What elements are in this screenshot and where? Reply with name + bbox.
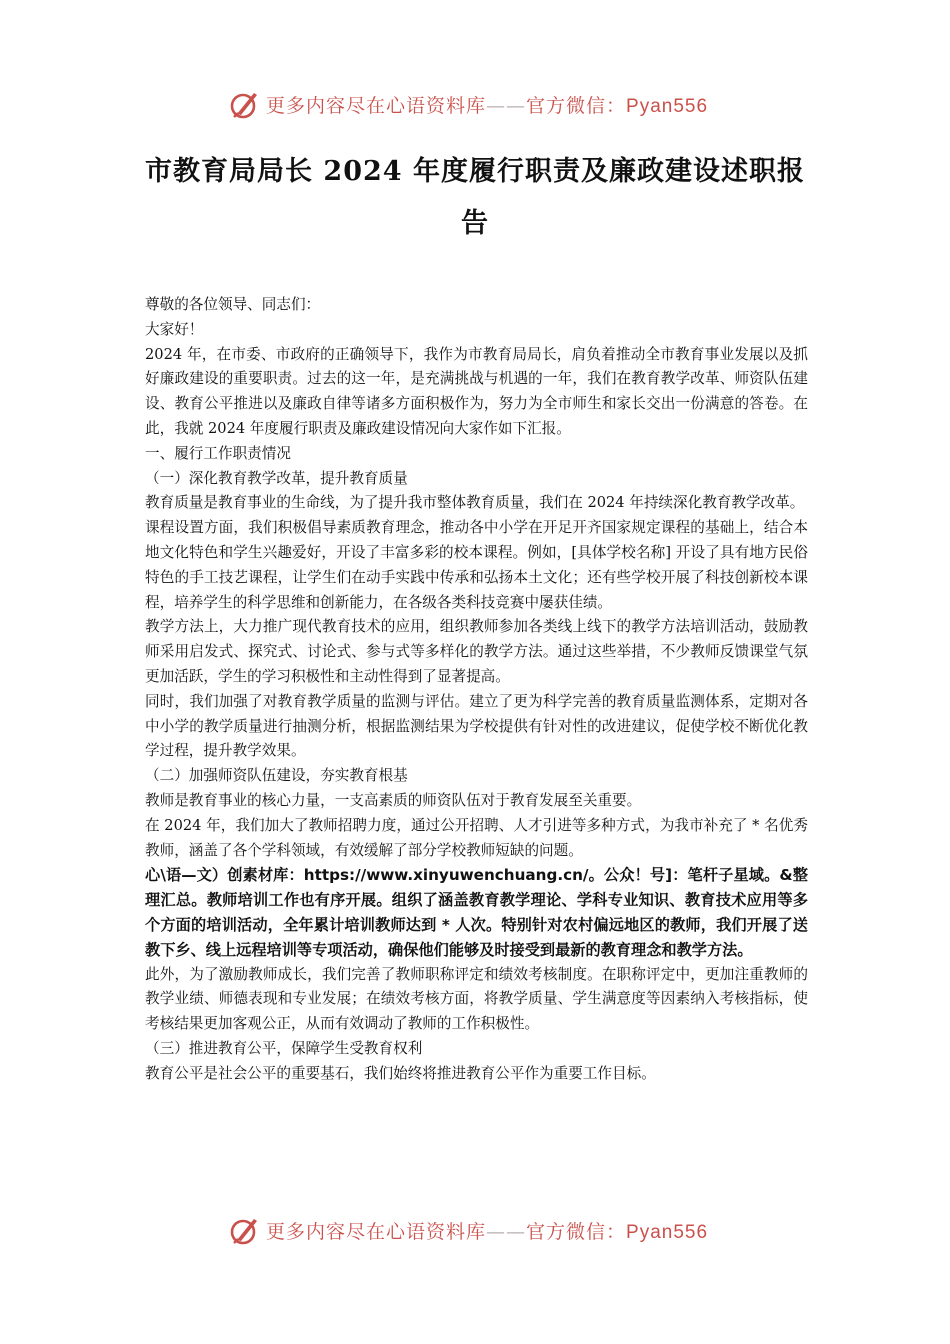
paragraph: 教师是教育事业的核心力量，一支高素质的师资队伍对于教育发展至关重要。 xyxy=(145,791,642,809)
watermark-main: 更多内容尽在心语资料库 xyxy=(266,94,487,117)
subsection-heading: （一）深化教育教学改革，提升教育质量 xyxy=(145,469,408,487)
watermark-dash: —— xyxy=(486,1220,527,1243)
intro-paragraph: 2024 年，在市委、市政府的正确领导下，我作为市教育局局长，肩负着推动全市教育事业发展以及抓好廉政建设的重要职责。过去的这一年，是充满挑战与机遇的一年，我们在教育教学改革、师资队伍建设、教育公平推进以及廉政自律等诸多方面积极作为，努力为全市师生和家长交出一份满意的答卷。在此，我就 2024 年度履行职责及廉政建设情况向大家作如下汇报。 xyxy=(145,345,808,437)
document-body xyxy=(145,293,808,1087)
promo-paragraph: 心\语—文）创素材库：https://www.xinyuwenchuang.cn/。公众！号]：笔杆子星域。&整理汇总。教师培训工作也有序开展。组织了涵盖教育教学理论、学科专业知识、教育技术应用等多个方面的培训活动，全年累计培训教师达到 * 人次。特别针对农村偏远地区的教师，我们开展了送教下乡、线上远程培训等专项活动，确保他们能够及时接受到最新的教育理念和教学方法。 xyxy=(145,866,808,959)
watermark-id: Pyan556 xyxy=(626,1221,709,1243)
watermark-main: 更多内容尽在心语资料库 xyxy=(266,1220,487,1243)
watermark-id: Pyan556 xyxy=(626,95,709,117)
quill-logo-icon xyxy=(228,87,262,121)
greeting: 大家好！ xyxy=(145,320,204,338)
subsection-heading: （三）推进教育公平，保障学生受教育权利 xyxy=(145,1039,423,1057)
paragraph: 此外，为了激励教师成长，我们完善了教师职称评定和绩效考核制度。在职称评定中，更加注重教师的教学业绩、师德表现和专业发展；在绩效考核方面，将教学质量、学生满意度等因素纳入考核指标，使考核结果更加客观公正，从而有效调动了教师的工作积极性。 xyxy=(145,965,808,1033)
watermark-label: 官方微信： xyxy=(526,94,627,117)
paragraph: 同时，我们加强了对教育教学质量的监测与评估。建立了更为科学完善的教育质量监测体系，定期对各中小学的教学质量进行抽测分析，根据监测结果为学校提供有针对性的改进建议，促使学校不断优化教学过程，提升教学效果。 xyxy=(145,692,808,760)
quill-logo-icon xyxy=(228,1213,262,1247)
section-heading: 一、履行工作职责情况 xyxy=(145,444,291,462)
watermark-dash: —— xyxy=(486,94,527,117)
watermark-text xyxy=(266,91,708,118)
subsection-heading: （二）加强师资队伍建设，夯实教育根基 xyxy=(145,767,408,785)
paragraph: 在 2024 年，我们加大了教师招聘力度，通过公开招聘、人才引进等多种方式，为我市补充了 * 名优秀教师，涵盖了各个学科领域，有效缓解了部分学校教师短缺的问题。 xyxy=(145,816,808,859)
paragraph: 课程设置方面，我们积极倡导素质教育理念，推动各中小学在开足开齐国家规定课程的基础上，结合本地文化特色和学生兴趣爱好，开设了丰富多彩的校本课程。例如，[具体学校名称] 开设了具有地方民俗特色的手工技艺课程，让学生们在动手实践中传承和弘扬本土文化；还有些学校开展了科技创新校本课程，培养学生的科学思维和创新能力，在各级各类科技竞赛中屡获佳绩。 xyxy=(145,519,808,611)
watermark-label: 官方微信： xyxy=(526,1220,627,1243)
paragraph: 教学方法上，大力推广现代教育技术的应用，组织教师参加各类线上线下的教学方法培训活动，鼓励教师采用启发式、探究式、讨论式、参与式等多样化的教学方法。通过这些举措，不少教师反馈课堂气氛更加活跃，学生的学习积极性和主动性得到了显著提高。 xyxy=(145,618,808,685)
document-title: 市教育局局长 2024 年度履行职责及廉政建设述职报告 xyxy=(145,156,805,239)
watermark-header xyxy=(228,84,728,124)
watermark-text xyxy=(266,1217,708,1244)
paragraph: 教育公平是社会公平的重要基石，我们始终将推进教育公平作为重要工作目标。 xyxy=(145,1064,656,1082)
paragraph: 教育质量是教育事业的生命线，为了提升我市整体教育质量，我们在 2024 年持续深化教育教学改革。 xyxy=(145,494,805,512)
watermark-footer xyxy=(228,1210,728,1250)
salutation: 尊敬的各位领导、同志们： xyxy=(145,296,321,313)
